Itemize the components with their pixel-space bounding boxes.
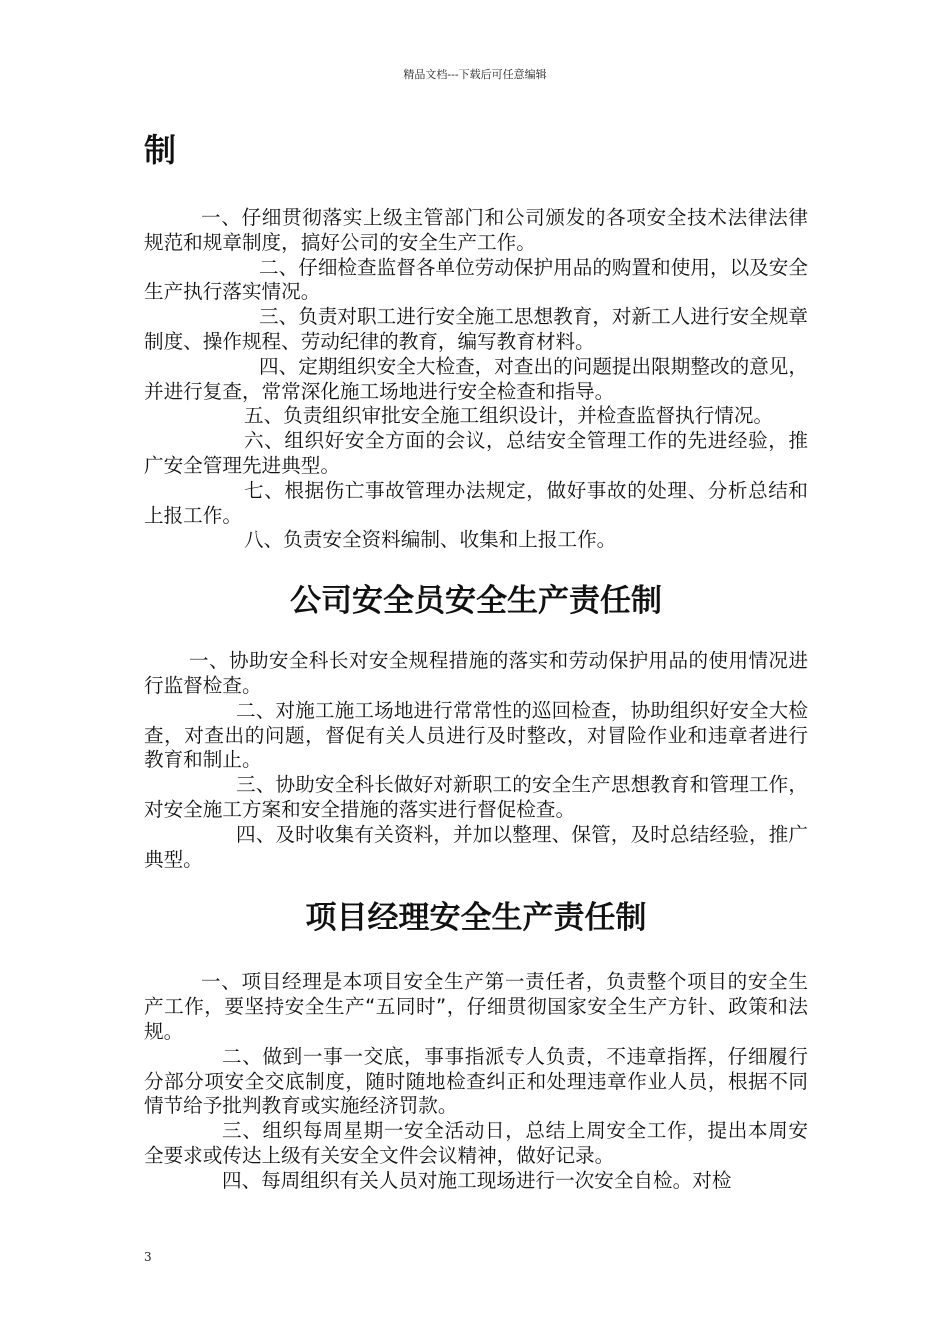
paragraph: 一、项目经理是本项目安全生产第一责任者，负责整个项目的安全生产工作，要坚持安全生产“五同时”，仔细贯彻国家安全生产方针、政策和法规。	[144, 970, 808, 1043]
section-title-project-manager: 项目经理安全生产责任制	[305, 900, 647, 937]
paragraph: 一、协助安全科长对安全规程措施的落实和劳动保护用品的使用情况进行监督检查。	[144, 649, 808, 697]
paragraph: 三、协助安全科长做好对新职工的安全生产思想教育和管理工作，对安全施工方案和安全措施的落实进行督促检查。	[144, 773, 808, 821]
paragraph: 四、定期组织安全大检查，对查出的问题提出限期整改的意见，并进行复查，常常深化施工场地进行安全检查和指导。	[144, 354, 808, 403]
section-title-safety-officer: 公司安全员安全生产责任制	[290, 583, 662, 620]
paragraph: 三、组织每周星期一安全活动日，总结上周安全工作，提出本周安全要求或传达上级有关安全文件会议精神，做好记录。	[144, 1119, 808, 1167]
paragraph: 一、仔细贯彻落实上级主管部门和公司颁发的各项安全技术法律法律规范和规章制度，搞好公司的安全生产工作。	[144, 206, 808, 254]
paragraph: 七、根据伤亡事故管理办法规定，做好事故的处理、分析总结和上报工作。	[144, 478, 808, 527]
section-2-body	[144, 970, 808, 1193]
paragraph: 四、及时收集有关资料，并加以整理、保管，及时总结经验，推广典型。	[144, 822, 808, 871]
paragraph: 三、负责对职工进行安全施工思想教育，对新工人进行安全规章制度、操作规程、劳动纪律的教育，编写教育材料。	[144, 305, 808, 353]
page-number: 3	[144, 1250, 152, 1264]
fragment-title: 制	[144, 131, 177, 169]
paragraph: 二、仔细检查监督各单位劳动保护用品的购置和使用，以及安全生产执行落实情况。	[144, 255, 808, 304]
section-0-body	[144, 206, 808, 553]
paragraph: 四、每周组织有关人员对施工现场进行一次安全自检。对检	[222, 1168, 732, 1192]
section-1-body	[144, 649, 808, 872]
paragraph: 八、负责安全资料编制、收集和上报工作。	[244, 528, 617, 552]
document-body	[144, 124, 808, 1194]
paragraph: 五、负责组织审批安全施工组织设计，并检查监督执行情况。	[244, 404, 774, 428]
page-header: 精品文档---下载后可任意编辑	[403, 68, 547, 81]
paragraph: 六、组织好安全方面的会议，总结安全管理工作的先进经验，推广安全管理先进典型。	[144, 429, 808, 477]
paragraph: 二、对施工施工场地进行常常性的巡回检查，协助组织好安全大检查，对查出的问题，督促有关人员进行及时整改，对冒险作业和违章者进行教育和制止。	[144, 698, 808, 772]
paragraph: 二、做到一事一交底，事事指派专人负责，不违章指挥，仔细履行分部分项安全交底制度，随时随地检查纠正和处理违章作业人员，根据不同情节给予批判教育或实施经济罚款。	[144, 1044, 808, 1118]
